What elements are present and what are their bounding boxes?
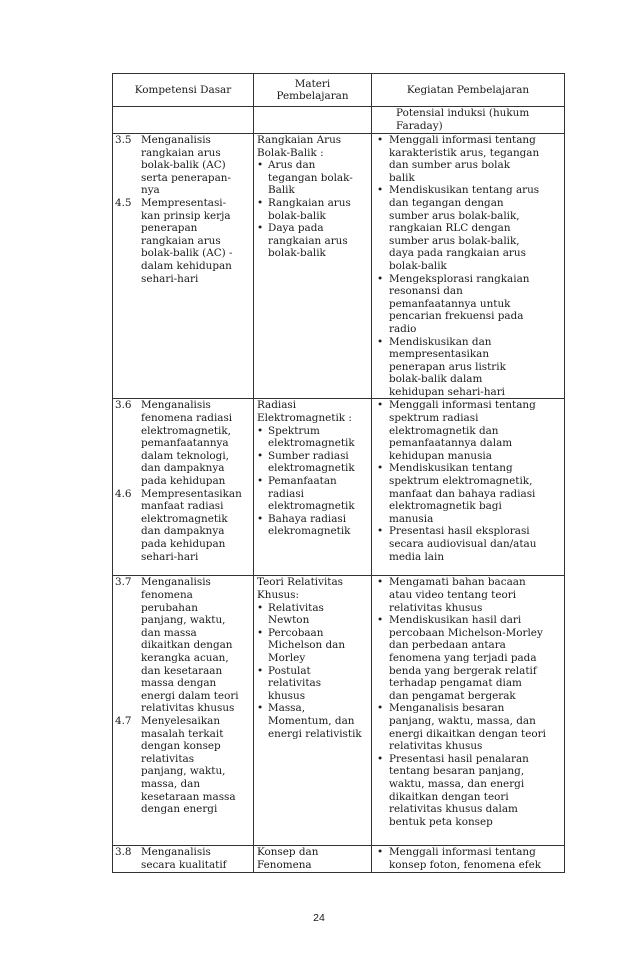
header-materi-pembelajaran xyxy=(254,74,372,107)
text-line: relativitas khusus xyxy=(389,740,483,753)
kegiatan-cell xyxy=(372,576,565,846)
text-line: elektromagnetik xyxy=(268,437,355,450)
text-line: Menganalisis xyxy=(141,576,211,589)
text-line: elekromagnetik xyxy=(268,525,351,538)
text-line: konsep foton, fenomena efek xyxy=(389,859,542,872)
text-line: radio xyxy=(389,322,417,335)
text-line: spektrum elektromagnetik, xyxy=(389,475,533,488)
list-item xyxy=(374,462,562,525)
list-item xyxy=(374,336,562,399)
text-line: relativitas xyxy=(268,677,322,690)
text-line: Massa, xyxy=(268,702,305,715)
text-line: pemanfaatannya dalam xyxy=(389,437,513,450)
table-header-row xyxy=(113,74,565,107)
materi-cell xyxy=(254,846,372,872)
materi-list xyxy=(256,602,369,741)
text-line: bentuk peta konsep xyxy=(389,815,493,828)
text-line: Mengamati bahan bacaan xyxy=(389,576,526,589)
materi-cell xyxy=(254,134,372,399)
text-line: Spektrum xyxy=(268,424,320,437)
bullet-icon: • xyxy=(377,335,384,348)
text-line: Khusus: xyxy=(257,589,300,602)
text-line: dengan konsep xyxy=(141,740,221,753)
kd-number: 4.7 xyxy=(115,715,132,727)
list-item xyxy=(256,627,369,665)
text-line: sehari-hari xyxy=(141,272,199,285)
text-line: rangkaian arus xyxy=(141,146,221,159)
text-line: kesetaraan massa xyxy=(141,790,236,803)
text-line: pemanfaatannya untuk xyxy=(389,297,511,310)
text-line: Arus dan xyxy=(268,159,316,172)
text-line: elektromagnetik xyxy=(141,512,228,525)
kd-number: 3.8 xyxy=(115,846,132,859)
text-line: tegangan bolak- xyxy=(268,171,353,184)
continuation-text xyxy=(374,107,562,132)
bullet-icon: • xyxy=(257,424,264,437)
kompetensi-dasar-cell xyxy=(113,846,254,872)
text-line: dengan energi xyxy=(141,803,218,816)
bullet-icon: • xyxy=(377,702,384,715)
text-line: rangkaian arus xyxy=(141,234,221,247)
text-line: nya xyxy=(141,184,160,197)
text-line: bolak-balik xyxy=(389,259,447,272)
list-item-text xyxy=(268,665,369,703)
text-line: bolak-balik xyxy=(268,209,326,222)
list-item-text xyxy=(268,627,369,665)
text-line: panjang, waktu, xyxy=(141,765,226,778)
kd-item xyxy=(115,399,251,487)
text-line: manfaat radiasi xyxy=(141,500,224,513)
text-line: energi relativistik xyxy=(268,727,362,740)
text-line: bolak-balik dalam xyxy=(389,373,483,386)
list-item-text xyxy=(268,450,369,475)
list-item xyxy=(256,513,369,538)
list-item xyxy=(374,702,562,752)
list-item xyxy=(374,525,562,563)
kd-number: 3.5 xyxy=(115,134,132,146)
list-item xyxy=(374,614,562,702)
table-body xyxy=(113,107,565,873)
list-item-text xyxy=(389,614,562,702)
materi-heading xyxy=(256,846,369,871)
text-line: energi dikaitkan dengan teori xyxy=(389,727,546,740)
list-item xyxy=(374,184,562,272)
list-item-text xyxy=(268,159,369,197)
list-item xyxy=(374,753,562,829)
text-line: dikaitkan dengan teori xyxy=(389,790,509,803)
text-line: pada kehidupan xyxy=(141,538,226,550)
text-line: Menganalisis xyxy=(141,846,211,859)
text-line: secara audiovisual dan/atau xyxy=(389,538,537,550)
text-line: dan dampaknya xyxy=(141,462,225,475)
kd-text xyxy=(141,846,251,871)
text-line: dalam kehidupan xyxy=(141,259,232,272)
text-line: daya pada rangkaian arus xyxy=(389,247,526,260)
text-line: karakteristik arus, tegangan xyxy=(389,146,540,159)
list-item xyxy=(374,273,562,336)
text-line: kerangka acuan, xyxy=(141,652,229,665)
list-item-text xyxy=(389,399,562,462)
list-item xyxy=(374,134,562,184)
text-line: bolak-balik xyxy=(268,247,326,260)
text-line: Newton xyxy=(268,614,310,627)
text-line: elektromagnetik xyxy=(268,500,355,513)
bullet-icon: • xyxy=(257,196,264,209)
table-row xyxy=(113,576,565,846)
kegiatan-cell xyxy=(372,399,565,576)
text-line: kan prinsip kerja xyxy=(141,209,231,222)
text-line: mempresentasikan xyxy=(389,348,490,361)
kd-item xyxy=(115,134,251,197)
text-line: panjang, waktu, xyxy=(141,614,226,627)
text-line: secara kualitatif xyxy=(141,859,227,872)
text-line: serta penerapan- xyxy=(141,171,231,184)
text-line: Rangkaian Arus xyxy=(257,134,342,146)
kegiatan-list xyxy=(374,399,562,563)
list-item-text xyxy=(389,753,562,829)
text-line: dan perbedaan antara xyxy=(389,639,506,652)
text-line: Menggali informasi tentang xyxy=(389,846,536,859)
kegiatan-cell xyxy=(372,134,565,399)
header-kegiatan-pembelajaran: Kegiatan Pembelajaran xyxy=(372,74,565,107)
text-line: benda yang bergerak relatif xyxy=(389,664,537,677)
text-line: Bahaya radiasi xyxy=(268,512,347,525)
list-item xyxy=(256,602,369,627)
text-line: dalam teknologi, xyxy=(141,449,229,462)
list-item-text xyxy=(268,425,369,450)
text-line: Percobaan xyxy=(268,626,324,639)
text-line: Michelson dan xyxy=(268,639,346,652)
bullet-icon: • xyxy=(257,664,264,677)
list-item xyxy=(256,702,369,740)
text-line: massa dengan xyxy=(141,677,217,690)
text-line: relativitas khusus xyxy=(141,702,235,715)
text-line: Mendiskusikan hasil dari xyxy=(389,614,522,627)
text-line: Mempresentasi- xyxy=(141,196,227,209)
text-line: manusia xyxy=(389,512,434,525)
text-line: Postulat xyxy=(268,664,311,677)
text-line: pada kehidupan xyxy=(141,475,226,488)
kompetensi-dasar-cell xyxy=(113,399,254,576)
text-line: resonansi dan xyxy=(389,285,463,298)
kd-text xyxy=(141,134,251,197)
text-line: Mendiskusikan dan xyxy=(389,335,492,348)
cont-kd-cell xyxy=(113,107,254,134)
text-line: elektromagnetik dan xyxy=(389,424,499,437)
syllabus-table xyxy=(112,73,565,873)
list-item xyxy=(374,399,562,462)
list-item-text xyxy=(389,576,562,614)
text-line: radiasi xyxy=(268,487,304,500)
text-line: sehari-hari xyxy=(141,550,199,563)
continuation-row xyxy=(113,107,565,134)
text-line: dan dampaknya xyxy=(141,525,225,538)
text-line: Bolak-Balik : xyxy=(257,146,324,159)
cont-materi-cell xyxy=(254,107,372,134)
kd-item xyxy=(115,197,251,285)
text-line: dan tegangan dengan xyxy=(389,196,504,209)
bullet-icon: • xyxy=(377,399,384,412)
text-line: pencarian frekuensi pada xyxy=(389,310,524,323)
materi-list xyxy=(256,425,369,538)
text-line: Morley xyxy=(268,652,306,665)
kd-text xyxy=(141,576,251,715)
kd-text xyxy=(141,197,251,285)
materi-heading xyxy=(256,576,369,601)
bullet-icon: • xyxy=(377,614,384,627)
list-item-text xyxy=(389,525,562,563)
text-line: Mengeksplorasi rangkaian xyxy=(389,272,530,285)
text-line: penerapan arus listrik xyxy=(389,360,506,373)
bullet-icon: • xyxy=(257,702,264,715)
materi-list xyxy=(256,159,369,260)
text-line: elektromagnetik, xyxy=(141,424,231,437)
text-line: Menggali informasi tentang xyxy=(389,134,536,146)
text-line: Mendiskusikan tentang xyxy=(389,462,513,475)
text-line: Presentasi hasil eksplorasi xyxy=(389,525,530,538)
list-item-text xyxy=(268,702,369,740)
text-line: Menganalisis xyxy=(141,399,211,412)
bullet-icon: • xyxy=(377,752,384,765)
text-line: atau video tentang teori xyxy=(389,589,517,602)
text-line: bolak-balik (AC) - xyxy=(141,247,233,260)
kd-item xyxy=(115,846,251,871)
kd-text xyxy=(141,488,251,564)
bullet-icon: • xyxy=(377,525,384,538)
text-line: Menyelesaikan xyxy=(141,715,221,727)
list-item-text xyxy=(389,702,562,752)
list-item xyxy=(256,450,369,475)
text-line: dan kesetaraan xyxy=(141,664,223,677)
bullet-icon: • xyxy=(257,626,264,639)
kd-number: 3.6 xyxy=(115,399,132,412)
list-item xyxy=(256,197,369,222)
text-line: Fenomena xyxy=(257,859,312,872)
table-row xyxy=(113,134,565,399)
text-line: elektromagnetik bagi xyxy=(389,500,502,513)
text-line: sumber arus bolak-balik, xyxy=(389,234,520,247)
kompetensi-dasar-cell xyxy=(113,134,254,399)
kd-text xyxy=(141,399,251,487)
list-item xyxy=(374,576,562,614)
kd-number: 3.7 xyxy=(115,576,132,589)
bullet-icon: • xyxy=(377,272,384,285)
text-line: balik xyxy=(389,171,415,184)
kd-item xyxy=(115,576,251,715)
text-line: manfaat dan bahaya radiasi xyxy=(389,487,536,500)
kd-number: 4.5 xyxy=(115,196,132,209)
list-item-text xyxy=(389,462,562,525)
kegiatan-cell xyxy=(372,846,565,872)
bullet-icon: • xyxy=(377,576,384,589)
materi-cell xyxy=(254,576,372,846)
text-line: rangkaian RLC dengan xyxy=(389,222,511,235)
list-item-text xyxy=(268,222,369,260)
list-item-text xyxy=(389,846,562,871)
cont-kegiatan-cell xyxy=(372,107,565,134)
text-line: panjang, waktu, massa, dan xyxy=(389,715,536,727)
page-number: 24 xyxy=(313,912,325,924)
bullet-icon: • xyxy=(377,462,384,475)
text-line: Presentasi hasil penalaran xyxy=(389,752,529,765)
text-line: media lain xyxy=(389,550,445,563)
text-line: Menggali informasi tentang xyxy=(389,399,536,412)
list-item-text xyxy=(389,273,562,336)
text-line: perubahan xyxy=(141,601,198,614)
kd-item xyxy=(115,715,251,816)
text-line: Rangkaian arus xyxy=(268,196,351,209)
list-item xyxy=(256,159,369,197)
bullet-icon: • xyxy=(257,601,264,614)
text-line: terhadap pengamat diam xyxy=(389,677,522,690)
header-materi-line2: Pembelajaran xyxy=(276,90,349,102)
text-line: dan massa xyxy=(141,626,197,639)
kegiatan-list xyxy=(374,134,562,398)
text-line: relativitas khusus xyxy=(389,601,483,614)
kompetensi-dasar-cell xyxy=(113,576,254,846)
bullet-icon: • xyxy=(257,222,264,235)
text-line: Konsep dan xyxy=(257,846,319,859)
kd-text xyxy=(141,715,251,816)
kd-item xyxy=(115,488,251,564)
text-line: masalah terkait xyxy=(141,727,224,740)
list-item xyxy=(256,222,369,260)
text-line: sumber arus bolak-balik, xyxy=(389,209,520,222)
table-row xyxy=(113,846,565,872)
list-item xyxy=(374,846,562,871)
bullet-icon: • xyxy=(377,134,384,146)
text-line: massa, dan xyxy=(141,777,201,790)
text-line: spektrum radiasi xyxy=(389,412,479,425)
text-line: Menganalisis besaran xyxy=(389,702,505,715)
table-row xyxy=(113,399,565,576)
kegiatan-list xyxy=(374,846,562,871)
list-item xyxy=(256,425,369,450)
bullet-icon: • xyxy=(257,159,264,172)
bullet-icon: • xyxy=(377,846,384,859)
text-line: Teori Relativitas xyxy=(257,576,344,589)
materi-heading xyxy=(256,134,369,159)
text-line: rangkaian arus xyxy=(268,234,348,247)
text-line: Momentum, dan xyxy=(268,715,355,727)
bullet-icon: • xyxy=(257,475,264,488)
header-materi-line1: Materi xyxy=(294,78,331,90)
materi-heading xyxy=(256,399,369,424)
list-item xyxy=(256,665,369,703)
list-item-text xyxy=(268,197,369,222)
text-line: kehidupan manusia xyxy=(389,449,492,462)
bullet-icon: • xyxy=(257,449,264,462)
list-item-text xyxy=(389,184,562,272)
list-item-text xyxy=(389,336,562,399)
text-line: relativitas khusus dalam xyxy=(389,803,518,816)
text-line: relativitas xyxy=(141,752,195,765)
text-line: pemanfaatannya xyxy=(141,437,229,450)
text-line: percobaan Michelson-Morley xyxy=(389,626,543,639)
text-line: dan pengamat bergerak xyxy=(389,689,516,702)
list-item-text xyxy=(268,475,369,513)
kd-number: 4.6 xyxy=(115,487,132,500)
text-line: Radiasi xyxy=(257,399,297,412)
text-line: Pemanfaatan xyxy=(268,475,337,488)
text-line: kehidupan sehari-hari xyxy=(389,385,505,398)
list-item-text xyxy=(268,513,369,538)
text-line: penerapan xyxy=(141,222,198,235)
text-line: tentang besaran panjang, xyxy=(389,765,525,778)
text-line: Balik xyxy=(268,184,295,197)
list-item-text xyxy=(389,134,562,184)
header-kompetensi-dasar: Kompetensi Dasar xyxy=(113,74,254,107)
materi-cell xyxy=(254,399,372,576)
list-item-text xyxy=(268,602,369,627)
text-line: dan sumber arus bolak xyxy=(389,159,510,172)
text-line: fenomena yang terjadi pada xyxy=(389,652,537,665)
text-line: fenomena radiasi xyxy=(141,412,233,425)
text-line: waktu, massa, dan energi xyxy=(389,777,525,790)
bullet-icon: • xyxy=(257,512,264,525)
text-line: Mendiskusikan tentang arus xyxy=(389,184,540,197)
kegiatan-list xyxy=(374,576,562,828)
text-line: bolak-balik (AC) xyxy=(141,159,226,172)
text-line: elektromagnetik xyxy=(268,462,355,475)
text-line: Faraday) xyxy=(396,119,443,132)
list-item xyxy=(256,475,369,513)
text-line: dikaitkan dengan xyxy=(141,639,233,652)
bullet-icon: • xyxy=(377,184,384,197)
text-line: Daya pada xyxy=(268,222,324,235)
text-line: Sumber radiasi xyxy=(268,449,349,462)
text-line: khusus xyxy=(268,689,306,702)
text-line: energi dalam teori xyxy=(141,689,239,702)
text-line: Relativitas xyxy=(268,601,324,614)
text-line: Mempresentasikan xyxy=(141,487,242,500)
text-line: Menganalisis xyxy=(141,134,211,146)
text-line: Potensial induksi (hukum xyxy=(396,107,530,119)
text-line: Elektromagnetik : xyxy=(257,412,352,425)
text-line: fenomena xyxy=(141,589,193,602)
